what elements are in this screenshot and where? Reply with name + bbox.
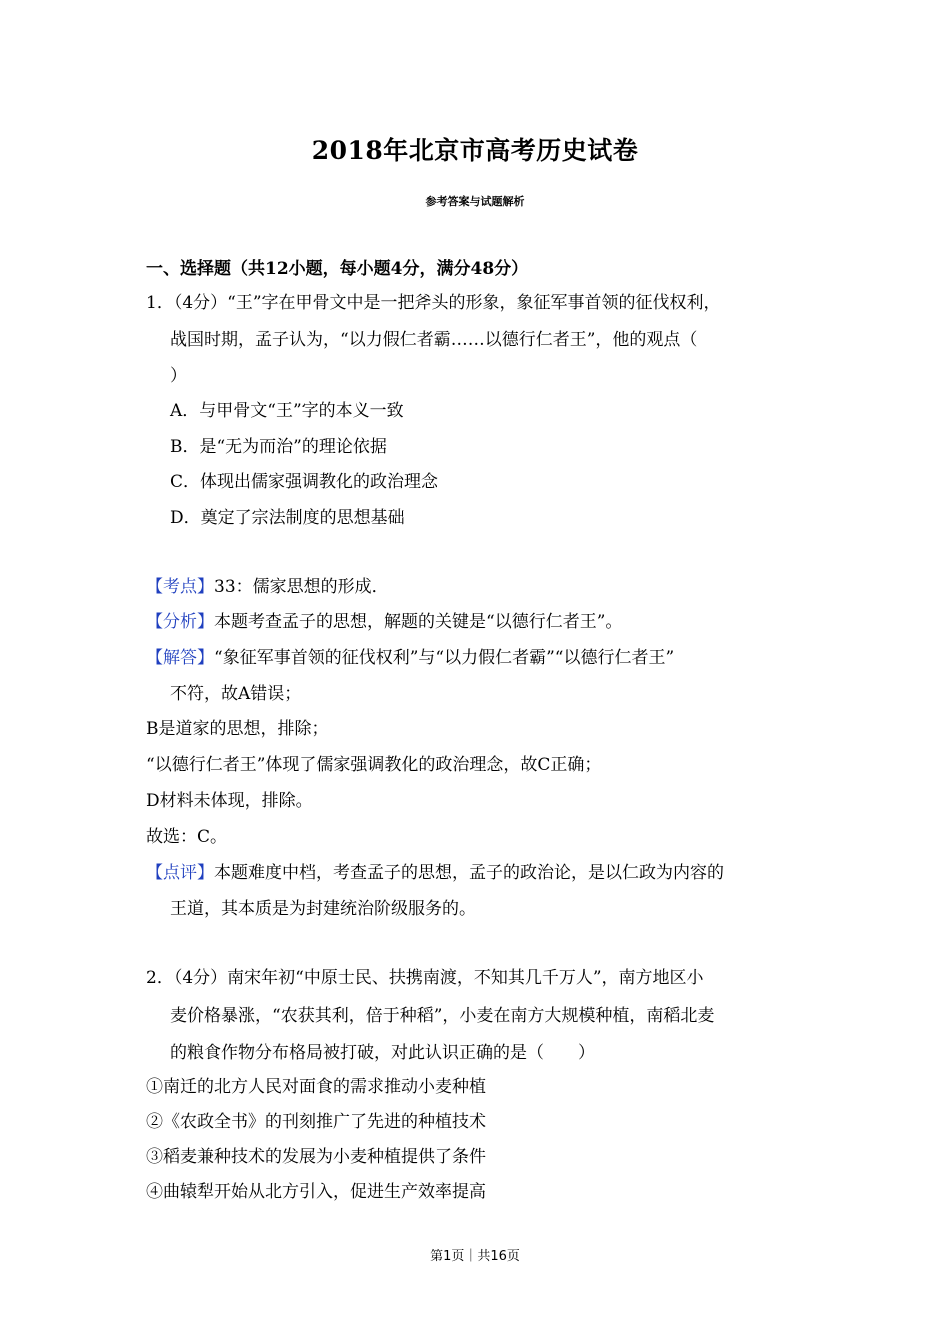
q2-item-1: ①南迁的北方人民对面食的需求推动小麦种植 [146, 1077, 486, 1097]
dianping-text-cont: 王道，其本质是为封建统治阶级服务的。 [170, 899, 476, 919]
q2-stem-line3: 的粮食作物分布格局被打破，对此认识正确的是（ ） [170, 1043, 595, 1063]
fenxi-row [146, 610, 622, 634]
kaodian-row [146, 575, 389, 599]
q2-stem-line1: 2．（4分）南宋年初“中原士民、扶携南渡，不知其几千万人”，南方地区小 [146, 968, 704, 988]
fenxi-tag: 【分析】 [146, 612, 214, 632]
q1-option-c: C．体现出儒家强调教化的政治理念 [170, 472, 439, 492]
option-c-comment: “以德行仁者王”体现了儒家强调教化的政治理念，故C正确； [146, 755, 602, 775]
jieda-tag: 【解答】 [146, 648, 214, 668]
section-heading: 一、选择题（共12小题，每小题4分，满分48分） [146, 259, 529, 279]
jieda-text-cont: 不符，故A错误； [170, 684, 302, 704]
q1-option-a: A．与甲骨文“王”字的本义一致 [170, 401, 404, 421]
page-subtitle: 参考答案与试题解析 [425, 195, 525, 208]
page-title: 2018年北京市高考历史试卷 [311, 136, 639, 165]
page-footer: 第1页｜共16页 [430, 1249, 520, 1264]
q1-option-b: B．是“无为而治”的理论依据 [170, 437, 387, 457]
jieda-text: “象征军事首领的征伐权利”与“以力假仁者霸”“以德行仁者王” [214, 648, 675, 668]
q2-item-2: ②《农政全书》的刊刻推广了先进的种植技术 [146, 1112, 486, 1132]
dianping-row [146, 861, 724, 885]
q2-item-3: ③稻麦兼种技术的发展为小麦种植提供了条件 [146, 1147, 486, 1167]
q1-stem-line1: 1．（4分）“王”字在甲骨文中是一把斧头的形象，象征军事首领的征伐权利， [146, 293, 721, 313]
fenxi-text: 本题考查孟子的思想，解题的关键是“以德行仁者王”。 [214, 612, 623, 632]
answer-choice: 故选：C。 [146, 827, 228, 847]
option-b-comment: B是道家的思想，排除； [146, 719, 329, 739]
kaodian-text: 33：儒家思想的形成． [214, 577, 389, 597]
kaodian-tag: 【考点】 [146, 577, 214, 597]
option-d-comment: D材料未体现，排除。 [146, 791, 313, 811]
q1-stem-line2: 战国时期，孟子认为，“以力假仁者霸……以德行仁者王”，他的观点（ [170, 330, 698, 350]
q2-item-4: ④曲辕犁开始从北方引入，促进生产效率提高 [146, 1182, 486, 1202]
q1-stem-line3: ） [170, 366, 187, 386]
q2-stem-line2: 麦价格暴涨，“农获其利，倍于种稻”，小麦在南方大规模种植，南稻北麦 [170, 1006, 715, 1026]
q1-option-d: D．奠定了宗法制度的思想基础 [170, 508, 405, 528]
jieda-row [146, 646, 674, 670]
dianping-tag: 【点评】 [146, 863, 214, 883]
dianping-text: 本题难度中档，考查孟子的思想，孟子的政治论，是以仁政为内容的 [214, 863, 724, 883]
